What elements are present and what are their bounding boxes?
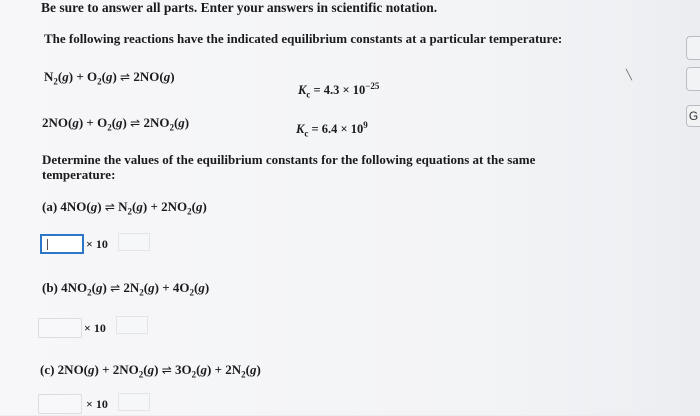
mouse-cursor-icon: ╲ xyxy=(626,70,633,81)
part-a-mantissa-input[interactable] xyxy=(40,234,84,254)
instructions-text: Be sure to answer all parts. Enter your answers in scientific notation. xyxy=(41,0,438,15)
reaction-2-equation: $2NO(g) + O_2(g)$ ⇌ $2NO_2(g)$ xyxy=(42,115,190,133)
part-b-times-ten: × 10 xyxy=(84,321,106,335)
part-a-exponent-input[interactable] xyxy=(118,233,150,251)
part-c-answer-row xyxy=(38,394,158,416)
part-a-answer-row xyxy=(40,234,160,256)
intro-text: The following reactions have the indicated equilibrium constants at a particular temperature: xyxy=(44,31,563,46)
question-text: Determine the values of the equilibrium constants for the following equations at the same temperature: xyxy=(42,152,536,182)
side-tab-letter[interactable]: G xyxy=(686,105,700,127)
part-c-mantissa-input[interactable] xyxy=(38,394,82,414)
part-c-times-ten: × 10 xyxy=(86,397,108,411)
reaction-2-kc: $K_c = 6.4 \times 10^9$ xyxy=(296,120,368,139)
reaction-1-kc: $K_c = 4.3 \times 10^{-25}$ xyxy=(298,81,380,100)
reaction-1-equation: $N_2(g) + O_2(g)$ ⇌ 2NO(g) xyxy=(44,69,175,87)
part-b-mantissa-input[interactable] xyxy=(38,318,82,338)
side-tab-button-2[interactable] xyxy=(686,67,700,91)
part-b-exponent-input[interactable] xyxy=(116,316,148,334)
part-c-exponent-input[interactable] xyxy=(118,393,150,411)
part-a-times-ten: × 10 xyxy=(86,237,108,251)
part-b-answer-row xyxy=(38,318,158,340)
part-a-equation: (a) 4NO(g) ⇌ $N_2(g) + 2NO_2(g)$ xyxy=(42,199,207,217)
side-tab-button-1[interactable] xyxy=(686,36,700,60)
part-c-equation: (c) $2NO(g) + 2NO_2(g)$ ⇌ $3O_2(g) + 2N_2(g)$ xyxy=(40,362,261,380)
part-b-equation: (b) $4NO_2(g)$ ⇌ $2N_2(g) + 4O_2(g)$ xyxy=(42,280,210,298)
